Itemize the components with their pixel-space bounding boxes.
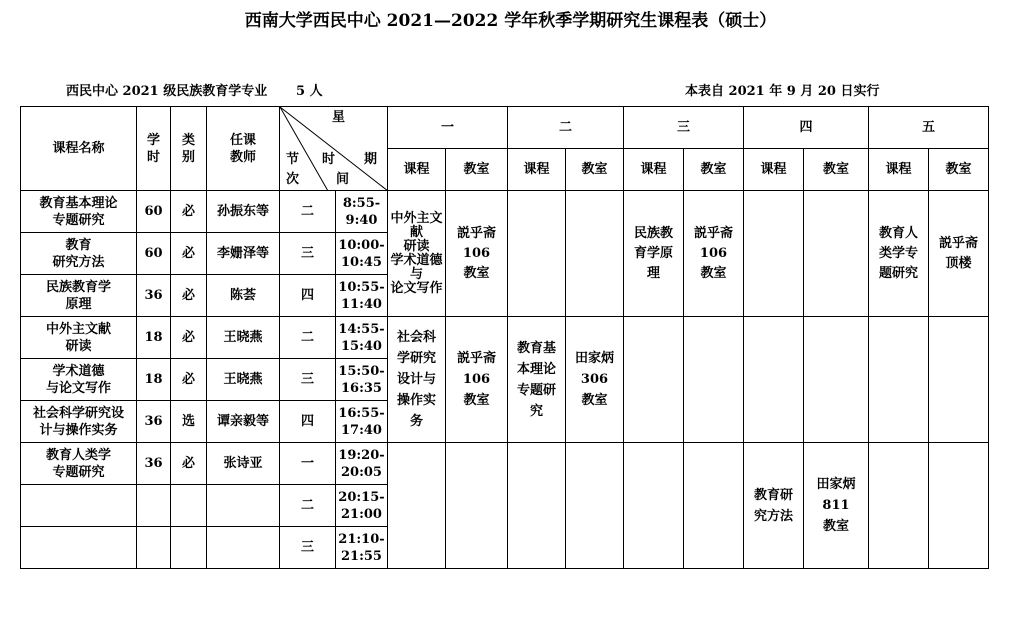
mon-course-header: 课程 bbox=[388, 149, 446, 191]
tue-am-course-cell bbox=[508, 191, 566, 317]
course-hours-cell: 60 bbox=[137, 191, 171, 233]
course-teacher-cell: 李姗泽等 bbox=[207, 233, 280, 275]
period-time-cell: 14:55-15:40 bbox=[336, 317, 388, 359]
period-time-cell: 10:00-10:45 bbox=[336, 233, 388, 275]
corner-jian: 间 bbox=[336, 172, 350, 187]
wed-course-header: 课程 bbox=[624, 149, 684, 191]
thu-room-header: 教室 bbox=[804, 149, 869, 191]
header-course-name: 课程名称 bbox=[21, 107, 137, 191]
header-teacher: 任课 教师 bbox=[207, 107, 280, 191]
corner-jie: 节 bbox=[286, 152, 300, 167]
wed-am-room-cell: 説乎斋 106 教室 bbox=[684, 191, 744, 317]
fri-am-room-cell: 説乎斋 顶楼 bbox=[929, 191, 989, 317]
tue-am-room-cell bbox=[566, 191, 624, 317]
fri-pm-room-cell bbox=[929, 317, 989, 443]
course-name-cell: 学术道德 与论文写作 bbox=[21, 359, 137, 401]
period-time-cell: 16:55-17:40 bbox=[336, 401, 388, 443]
thu-course-header: 课程 bbox=[744, 149, 804, 191]
course-type-cell: 必 bbox=[171, 233, 207, 275]
day-tuesday: 二 bbox=[508, 107, 624, 149]
thu-ev-room-cell: 田家炳 811 教室 bbox=[804, 443, 869, 569]
mon-ev-room-cell bbox=[446, 443, 508, 569]
thu-pm-room-cell bbox=[804, 317, 869, 443]
thu-am-room-cell bbox=[804, 191, 869, 317]
period-time-cell: 15:50-16:35 bbox=[336, 359, 388, 401]
day-friday: 五 bbox=[869, 107, 989, 149]
header-diagonal-corner bbox=[280, 107, 388, 191]
course-name-cell: 教育人类学 专题研究 bbox=[21, 443, 137, 485]
course-name-cell: 教育 研究方法 bbox=[21, 233, 137, 275]
course-hours-cell: 18 bbox=[137, 359, 171, 401]
thu-pm-course-cell bbox=[744, 317, 804, 443]
course-hours-cell: 18 bbox=[137, 317, 171, 359]
header-hours: 学 时 bbox=[137, 107, 171, 191]
course-teacher-cell: 谭亲毅等 bbox=[207, 401, 280, 443]
course-type-cell-empty bbox=[171, 485, 207, 527]
day-monday: 一 bbox=[388, 107, 508, 149]
fri-room-header: 教室 bbox=[929, 149, 989, 191]
period-number-cell: 三 bbox=[280, 527, 336, 569]
period-number-cell: 二 bbox=[280, 317, 336, 359]
headcount-label: 5 人 bbox=[296, 84, 323, 99]
mon-am-course-cell: 中外主文献 研读 学术道德与 论文写作 bbox=[388, 191, 446, 317]
corner-shi: 时 bbox=[322, 152, 336, 167]
period-time-cell: 21:10-21:55 bbox=[336, 527, 388, 569]
corner-qi: 期 bbox=[364, 152, 378, 167]
day-wednesday: 三 bbox=[624, 107, 744, 149]
tue-room-header: 教室 bbox=[566, 149, 624, 191]
period-time-cell: 20:15-21:00 bbox=[336, 485, 388, 527]
mon-am-room-cell: 説乎斋 106 教室 bbox=[446, 191, 508, 317]
period-number-cell: 二 bbox=[280, 485, 336, 527]
course-teacher-cell: 王晓燕 bbox=[207, 359, 280, 401]
page-title: 西南大学西民中心 2021—2022 学年秋季学期研究生课程表（硕士） bbox=[244, 11, 777, 31]
course-teacher-cell: 孙振东等 bbox=[207, 191, 280, 233]
course-teacher-cell: 王晓燕 bbox=[207, 317, 280, 359]
period-number-cell: 三 bbox=[280, 359, 336, 401]
fri-pm-course-cell bbox=[869, 317, 929, 443]
period-time-cell: 19:20-20:05 bbox=[336, 443, 388, 485]
course-type-cell: 必 bbox=[171, 191, 207, 233]
period-number-cell: 二 bbox=[280, 191, 336, 233]
course-teacher-cell-empty bbox=[207, 527, 280, 569]
tue-pm-course-cell: 教育基 本理论 专题研 究 bbox=[508, 317, 566, 443]
course-name-cell: 社会科学研究设 计与操作实务 bbox=[21, 401, 137, 443]
mon-ev-course-cell bbox=[388, 443, 446, 569]
period-number-cell: 一 bbox=[280, 443, 336, 485]
mon-room-header: 教室 bbox=[446, 149, 508, 191]
period-number-cell: 四 bbox=[280, 401, 336, 443]
course-type-cell: 选 bbox=[171, 401, 207, 443]
course-hours-cell: 36 bbox=[137, 401, 171, 443]
course-name-cell: 中外主文献 研读 bbox=[21, 317, 137, 359]
course-type-cell: 必 bbox=[171, 275, 207, 317]
course-name-cell-empty bbox=[21, 485, 137, 527]
course-name-cell: 民族教育学 原理 bbox=[21, 275, 137, 317]
course-name-cell: 教育基本理论 专题研究 bbox=[21, 191, 137, 233]
effective-date-label: 本表自 2021 年 9 月 20 日实行 bbox=[685, 84, 880, 99]
fri-am-course-cell: 教育人 类学专 题研究 bbox=[869, 191, 929, 317]
wed-ev-room-cell bbox=[684, 443, 744, 569]
period-number-cell: 三 bbox=[280, 233, 336, 275]
corner-xing: 星 bbox=[332, 110, 346, 125]
course-hours-cell: 36 bbox=[137, 275, 171, 317]
period-time-cell: 10:55-11:40 bbox=[336, 275, 388, 317]
course-type-cell: 必 bbox=[171, 359, 207, 401]
corner-ci: 次 bbox=[286, 172, 300, 187]
course-hours-cell-empty bbox=[137, 485, 171, 527]
course-teacher-cell: 陈荟 bbox=[207, 275, 280, 317]
period-number-cell: 四 bbox=[280, 275, 336, 317]
mon-pm-course-cell: 社会科 学研究 设计与 操作实 务 bbox=[388, 317, 446, 443]
wed-pm-room-cell bbox=[684, 317, 744, 443]
course-hours-cell: 36 bbox=[137, 443, 171, 485]
thu-ev-course-cell: 教育研 究方法 bbox=[744, 443, 804, 569]
wed-pm-course-cell bbox=[624, 317, 684, 443]
tue-course-header: 课程 bbox=[508, 149, 566, 191]
fri-ev-course-cell bbox=[869, 443, 929, 569]
header-type: 类 别 bbox=[171, 107, 207, 191]
fri-course-header: 课程 bbox=[869, 149, 929, 191]
day-thursday: 四 bbox=[744, 107, 869, 149]
course-hours-cell: 60 bbox=[137, 233, 171, 275]
tue-ev-course-cell bbox=[508, 443, 566, 569]
mon-pm-room-cell: 説乎斋 106 教室 bbox=[446, 317, 508, 443]
program-label: 西民中心 2021 级民族教育学专业 bbox=[66, 84, 268, 99]
wed-am-course-cell: 民族教 育学原 理 bbox=[624, 191, 684, 317]
course-teacher-cell: 张诗亚 bbox=[207, 443, 280, 485]
tue-pm-room-cell: 田家炳 306 教室 bbox=[566, 317, 624, 443]
course-type-cell: 必 bbox=[171, 317, 207, 359]
course-name-cell-empty bbox=[21, 527, 137, 569]
wed-room-header: 教室 bbox=[684, 149, 744, 191]
course-type-cell: 必 bbox=[171, 443, 207, 485]
period-time-cell: 8:55-9:40 bbox=[336, 191, 388, 233]
fri-ev-room-cell bbox=[929, 443, 989, 569]
wed-ev-course-cell bbox=[624, 443, 684, 569]
thu-am-course-cell bbox=[744, 191, 804, 317]
course-hours-cell-empty bbox=[137, 527, 171, 569]
schedule-table bbox=[20, 106, 989, 569]
tue-ev-room-cell bbox=[566, 443, 624, 569]
course-type-cell-empty bbox=[171, 527, 207, 569]
course-teacher-cell-empty bbox=[207, 485, 280, 527]
